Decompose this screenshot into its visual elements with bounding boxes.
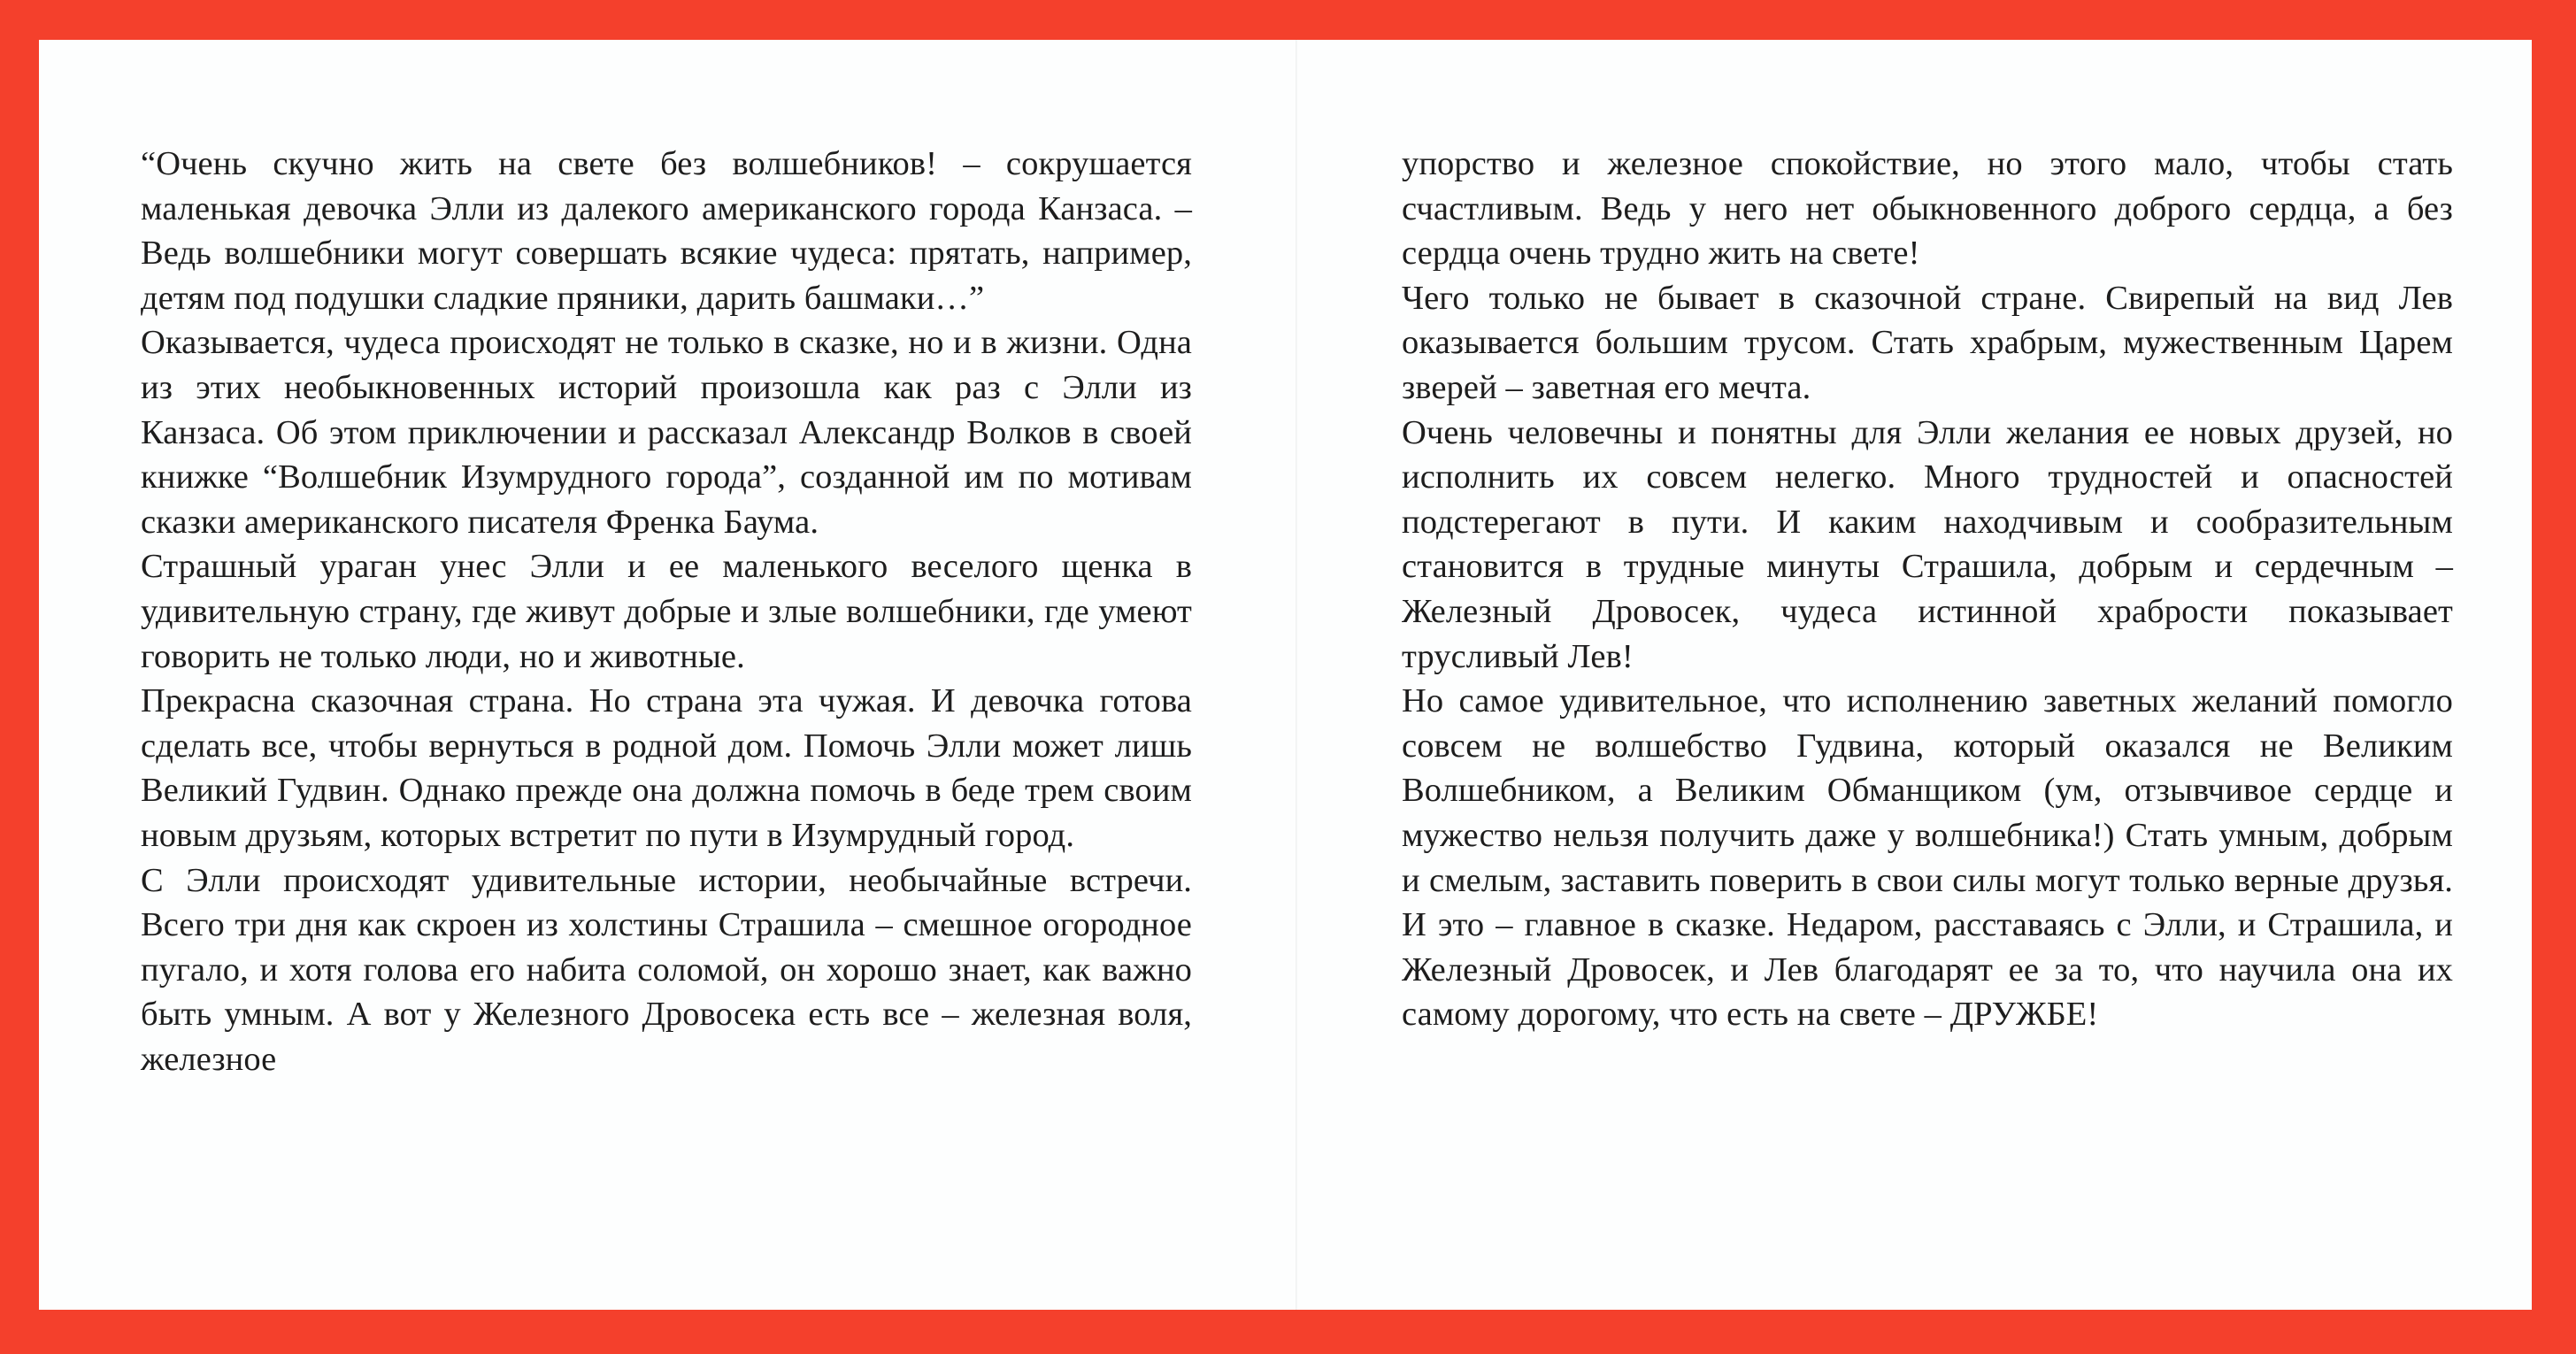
paragraph: Оказывается, чудеса происходят не только в сказке, но и в жизни. Одна из этих необыкновенных историй произошла как раз с Элли из Канзаса. Об этом приключении и рассказал Александр Волков в своей книжке “Волшебник Изумрудного города”, созданной им по мотивам сказки американского писателя Френка Баума. [141, 324, 1192, 541]
paragraph: С Элли происходят удивительные истории, необычайные встречи. Всего три дня как скроен из холстины Страшила – смешное огородное пугало, и хотя голова его набита соломой, он хорошо знает, как важно быть умным. А вот у Железного Дровосека есть все – железная воля, железное [141, 861, 1192, 1078]
paragraph: Очень человечны и понятны для Элли желания ее новых друзей, но исполнить их совсем нелегко. Много трудностей и опасностей подстерегают в пути. И каким находчивым и сообразительным становится в трудные минуты Страшила, добрым и сердечным – Железный Дровосек, чудеса истинной храбрости показывает трусливый Лев! [1402, 413, 2453, 675]
paragraph: Страшный ураган унес Элли и ее маленького веселого щенка в удивительную страну, где живут добрые и злые волшебники, где умеют говорить не только люди, но и животные. [141, 548, 1192, 675]
paragraph: Чего только не бывает в сказочной стране. Свирепый на вид Лев оказывается большим трусом. Стать храбрым, мужественным Царем зверей – заветная его мечта. [1402, 279, 2453, 406]
paragraph: Прекрасна сказочная страна. Но страна эта чужая. И девочка готова сделать все, чтобы вернуться в родной дом. Помочь Элли может лишь Великий Гудвин. Однако прежде она должна помочь в беде трем своим новым друзьям, которых встретит по пути в Изумрудный город. [141, 682, 1192, 854]
left-page-text [141, 142, 1192, 1081]
center-fold [1296, 40, 1297, 1310]
paragraph: упорство и железное спокойствие, но этого мало, чтобы стать счастливым. Ведь у него нет обыкновенного доброго сердца, а без сердца очень трудно жить на свете! [1402, 145, 2453, 273]
paragraph: “Очень скучно жить на свете без волшебников! – сокрушается маленькая девочка Элли из далекого американского города Канзаса. – Ведь волшебники могут совершать всякие чудеса: прятать, например, детям под подушки сладкие пряники, дарить башмаки…” [141, 145, 1192, 317]
paragraph: Но самое удивительное, что исполнению заветных желаний помогло совсем не волшебство Гудвина, который оказался не Великим Волшебником, а Великим Обманщиком (ум, отзывчивое сердце и мужество нельзя получить даже у волшебника!) Стать умным, добрым и смелым, заставить поверить в свои силы могут только верные друзья. И это – главное в сказке. Недаром, расставаясь с Элли, и Страшила, и Железный Дровосек, и Лев благодарят ее за то, что научила она их самому дорогому, что есть на свете – ДРУЖБЕ! [1402, 682, 2453, 1034]
booklet-spread [39, 40, 2532, 1310]
right-page-text [1402, 142, 2453, 1037]
